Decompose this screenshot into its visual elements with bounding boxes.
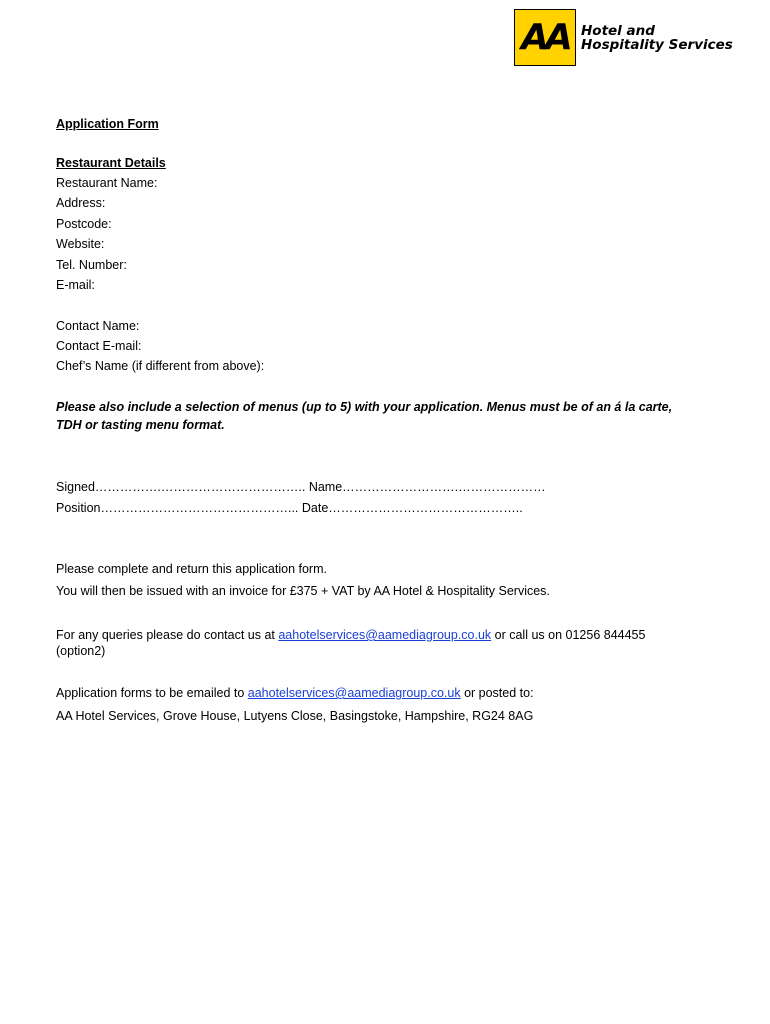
position-date-line: Position………………………………………... Date……………………………………….. xyxy=(56,501,523,515)
aa-logo-line1: Hotel and xyxy=(581,22,655,39)
field-address: Address: xyxy=(56,196,106,210)
aa-logo-text xyxy=(581,24,733,52)
field-contact-email: Contact E-mail: xyxy=(56,339,142,353)
signature-line: Signed…………….…………………………….. Name……………………….………………… xyxy=(56,480,546,494)
field-restaurant-name: Restaurant Name: xyxy=(56,176,158,190)
instructions-line1: Please complete and return this application form. xyxy=(56,562,327,576)
menus-note-line1: Please also include a selection of menus (up to 5) with your application. Menus must be of an á la carte, xyxy=(56,400,673,414)
field-email: E-mail: xyxy=(56,278,95,292)
aa-logo xyxy=(514,9,733,66)
instructions-line2: You will then be issued with an invoice for £375 + VAT by AA Hotel & Hospitality Services. xyxy=(56,584,550,598)
submission-prefix: Application forms to be emailed to xyxy=(56,686,248,700)
field-postcode: Postcode: xyxy=(56,217,112,231)
queries-line xyxy=(56,628,645,642)
submission-suffix: or posted to: xyxy=(460,686,534,700)
field-tel: Tel. Number: xyxy=(56,258,127,272)
queries-suffix: or call us on 01256 844455 xyxy=(491,628,646,642)
form-title: Application Form xyxy=(56,117,159,131)
field-contact-name: Contact Name: xyxy=(56,319,140,333)
field-website: Website: xyxy=(56,237,105,251)
submission-email-link[interactable]: aahotelservices@aamediagroup.co.uk xyxy=(247,686,461,700)
aa-logo-mark: AA xyxy=(514,9,576,66)
postal-address: AA Hotel Services, Grove House, Lutyens Close, Basingstoke, Hampshire, RG24 8AG xyxy=(56,709,534,723)
aa-logo-line2: Hospitality Services xyxy=(581,36,733,53)
queries-line2: (option2) xyxy=(56,644,106,658)
submission-line xyxy=(56,686,534,700)
field-chef-name: Chef’s Name (if different from above): xyxy=(56,359,265,373)
menus-note-line2: TDH or tasting menu format. xyxy=(56,418,225,432)
section-title: Restaurant Details xyxy=(56,156,166,170)
queries-email-link[interactable]: aahotelservices@aamediagroup.co.uk xyxy=(278,628,492,642)
queries-prefix: For any queries please do contact us at xyxy=(56,628,279,642)
